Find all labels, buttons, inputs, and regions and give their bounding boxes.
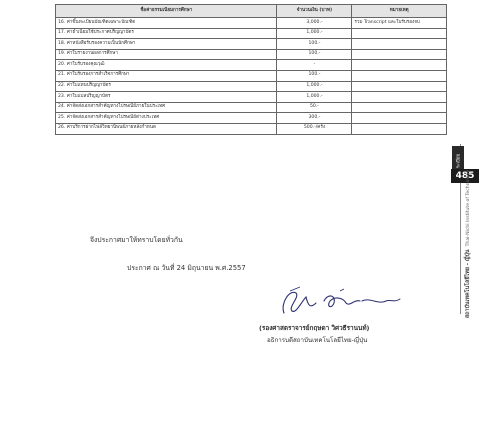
institute-caption [464, 170, 472, 318]
fee-amount: 100.- [277, 39, 352, 50]
fee-item: 23. ค่าใบแปลปริญญาบัตร [56, 92, 277, 103]
fee-amount: 100.- [277, 49, 352, 60]
institute-name-en: Thai-Nichi Institute of Technology [466, 169, 471, 247]
fee-note: รวม Transcript และใบรับรองจบ [352, 18, 447, 29]
fee-item: 24. ค่าจัดส่งเอกสารสำคัญทางไปรษณีย์ภายในประเทศ [56, 102, 277, 113]
signatory-title: อธิการบดีสถาบันเทคโนโลยีไทย-ญี่ปุ่น [267, 337, 368, 344]
table-row [56, 60, 447, 71]
signatory-name: (รองศาสตราจารย์กฤษดา วิศวธีรานนท์) [259, 324, 370, 332]
fee-note [352, 39, 447, 50]
table-row [56, 28, 447, 39]
fee-item: 21. ค่าใบรับรองการสำเร็จการศึกษา [56, 70, 277, 81]
fee-amount: 1,000.- [277, 28, 352, 39]
fee-table [55, 4, 447, 135]
fee-note [352, 60, 447, 71]
table-row [56, 102, 447, 113]
fee-item: 25. ค่าจัดส่งเอกสารสำคัญทางไปรษณีย์ต่างประเทศ [56, 113, 277, 124]
fee-note [352, 102, 447, 113]
fee-amount: - [277, 60, 352, 71]
announcement-date: ประกาศ ณ วันที่ 24 มิถุนายน พ.ศ.2557 [127, 264, 246, 272]
table-row [56, 81, 447, 92]
fee-item: 20. ค่าใบรับรองคุณวุฒิ [56, 60, 277, 71]
fee-item: 19. ค่าใบรายงานผลการศึกษา [56, 49, 277, 60]
fee-note [352, 92, 447, 103]
header-item: ชื่อค่าธรรมเนียมการศึกษา [56, 5, 277, 18]
institute-name: สถาบันเทคโนโลยีไทย - ญี่ปุ่น [465, 249, 471, 319]
header-note: หมายเหตุ [352, 5, 447, 18]
fee-note [352, 49, 447, 60]
table-row [56, 113, 447, 124]
page-number: 485 [451, 169, 479, 183]
table-row [56, 49, 447, 60]
fee-amount: 100.- [277, 70, 352, 81]
table-row [56, 70, 447, 81]
header-amount: จำนวนเงิน (บาท) [277, 5, 352, 18]
fee-item: 26. ค่าบริการฝากไฟล์วิทยานิพนธ์ภายหลังกำหนด [56, 123, 277, 134]
fee-amount: 300.- [277, 113, 352, 124]
fee-note [352, 123, 447, 134]
fee-amount: 50.- [277, 102, 352, 113]
fee-table-header-row [56, 5, 447, 18]
fee-note [352, 70, 447, 81]
handwritten-signature [270, 283, 410, 319]
fee-note [352, 113, 447, 124]
fee-note [352, 28, 447, 39]
table-row [56, 92, 447, 103]
fee-item: 17. ค่าธำเนียมใช้ประกาศปริญญาบัตร [56, 28, 277, 39]
fee-amount: 500.-/ครั้ง [277, 123, 352, 134]
section-tab-label: ระเบียบ [456, 153, 462, 169]
fee-note [352, 81, 447, 92]
fee-item: 18. ค่าหนังสือรับรองความเป็นนักศึกษา [56, 39, 277, 50]
announcement-text: จึงประกาศมาให้ทราบโดยทั่วกัน [90, 236, 183, 244]
table-row [56, 123, 447, 134]
fee-item: 22. ค่าใบแทนปริญญาบัตร [56, 81, 277, 92]
fee-item: 16. ค่าขึ้นทะเบียนบัณฑิตเฉพาะบัณฑิต [56, 18, 277, 29]
table-row [56, 18, 447, 29]
fee-amount: 1,000.- [277, 81, 352, 92]
fee-amount: 3,000.- [277, 18, 352, 29]
fee-amount: 1,000.- [277, 92, 352, 103]
table-row [56, 39, 447, 50]
